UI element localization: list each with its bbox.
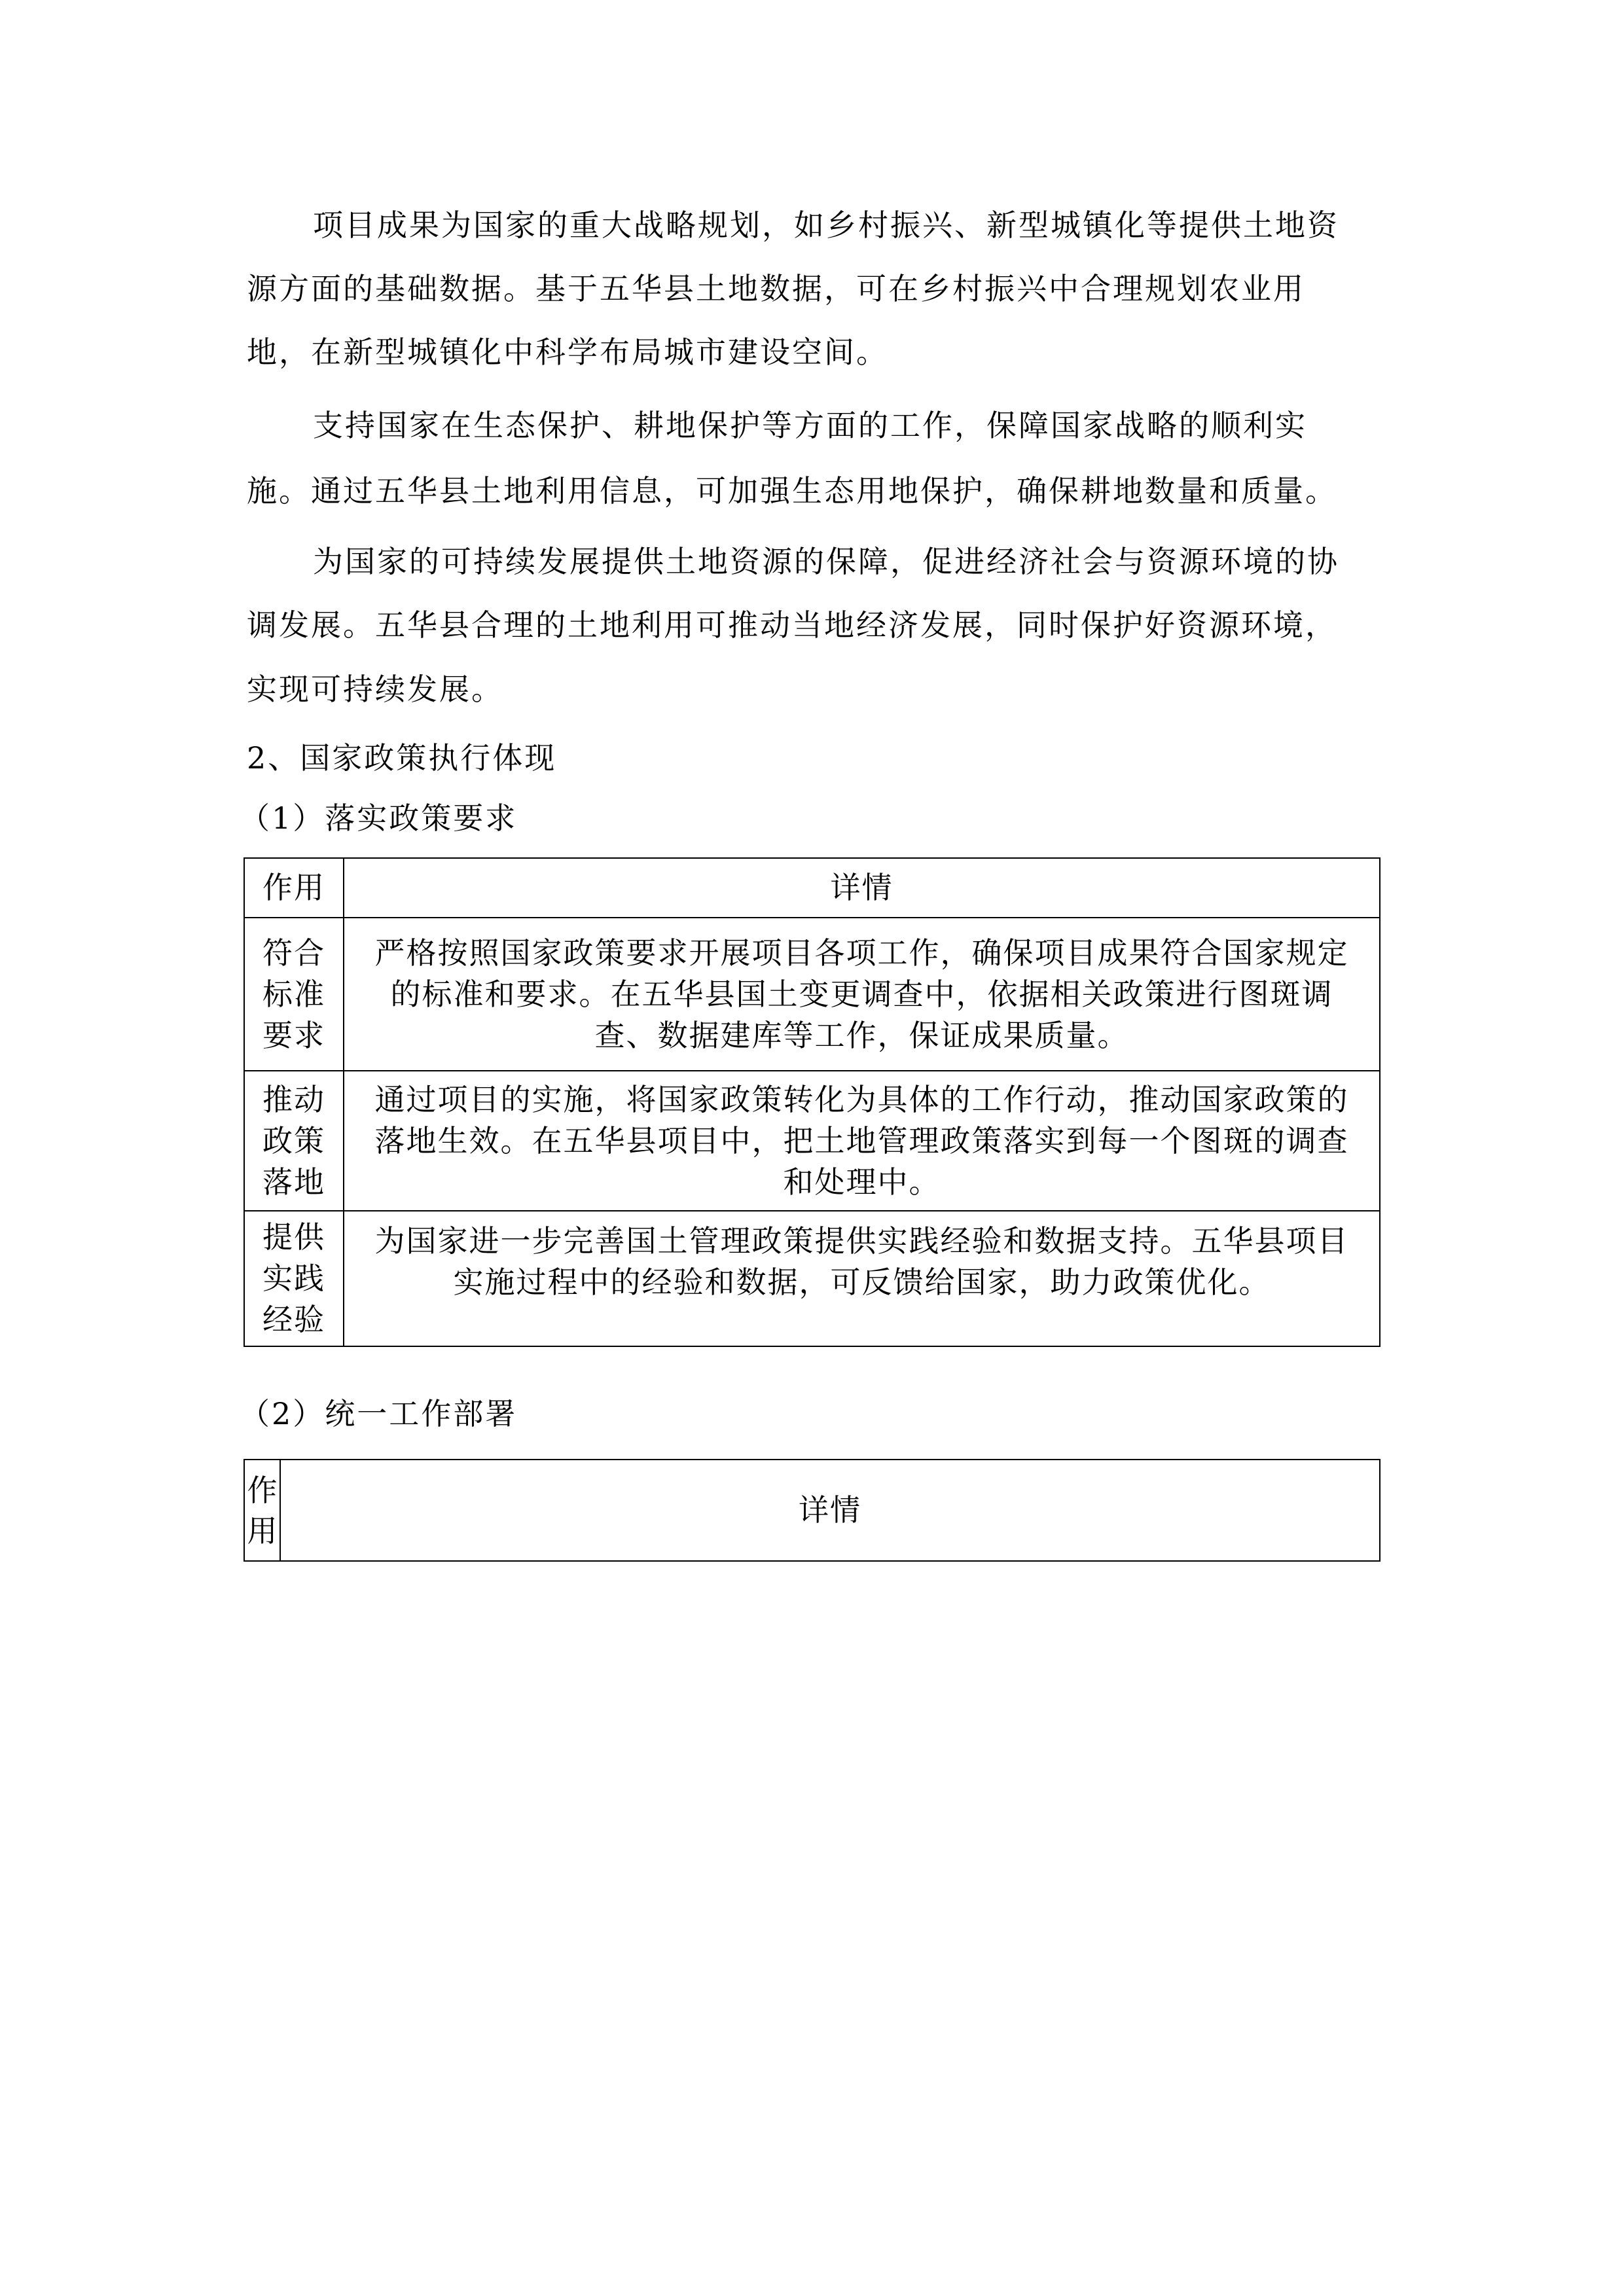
paragraph-2-line-2: 施。通过五华县土地利用信息，可加强生态用地保护，确保耕地数量和质量。 [247, 473, 1337, 509]
role-line: 用 [247, 1513, 278, 1549]
role-line: 落地 [262, 1164, 325, 1200]
header-role [244, 1460, 280, 1561]
table-header-row [244, 1460, 1380, 1561]
role-line: 经验 [262, 1302, 325, 1337]
paragraph-3-line-3: 实现可持续发展。 [247, 672, 503, 707]
row-detail-cell [344, 1211, 1380, 1346]
row-role-cell [244, 1211, 344, 1346]
row-role-cell [244, 918, 344, 1071]
header-detail: 详情 [280, 1460, 1380, 1561]
table-row [244, 1211, 1380, 1346]
role-line: 实践 [262, 1261, 325, 1296]
header-role: 作用 [244, 858, 344, 918]
subsection-1-heading: （1）落实政策要求 [240, 800, 518, 836]
paragraph-1-line-3: 地，在新型城镇化中科学布局城市建设空间。 [247, 334, 888, 370]
role-line: 符合 [262, 935, 325, 971]
detail-line: 实施过程中的经验和数据，可反馈给国家，助力政策优化。 [453, 1265, 1271, 1300]
table-row [244, 1071, 1380, 1211]
subsection-2-heading: （2）统一工作部署 [240, 1396, 518, 1431]
header-detail: 详情 [344, 858, 1380, 918]
detail-line: 查、数据建库等工作，保证成果质量。 [594, 1017, 1129, 1053]
table-row [244, 918, 1380, 1071]
work-deployment-table [244, 1459, 1380, 1562]
paragraph-3-line-2: 调发展。五华县合理的土地利用可推动当地经济发展，同时保护好资源环境， [247, 607, 1337, 643]
row-detail-cell [344, 918, 1380, 1071]
table-header-row [244, 858, 1380, 918]
role-line: 标准 [262, 976, 325, 1012]
paragraph-1-line-2: 源方面的基础数据。基于五华县土地数据，可在乡村振兴中合理规划农业用 [247, 271, 1305, 306]
row-detail-cell [344, 1071, 1380, 1211]
detail-line: 严格按照国家政策要求开展项目各项工作，确保项目成果符合国家规定 [374, 935, 1349, 971]
paragraph-2-line-1: 支持国家在生态保护、耕地保护等方面的工作，保障国家战略的顺利实 [313, 408, 1307, 443]
role-line: 提供 [262, 1219, 325, 1255]
paragraph-3-line-1: 为国家的可持续发展提供土地资源的保障，促进经济社会与资源环境的协 [313, 544, 1339, 579]
row-role-cell [244, 1071, 344, 1211]
role-line: 作 [247, 1472, 278, 1508]
detail-line: 通过项目的实施，将国家政策转化为具体的工作行动，推动国家政策的 [374, 1081, 1349, 1117]
policy-requirements-table [244, 857, 1380, 1347]
detail-line: 落地生效。在五华县项目中，把土地管理政策落实到每一个图斑的调查 [374, 1122, 1349, 1158]
detail-line: 的标准和要求。在五华县国土变更调查中，依据相关政策进行图斑调 [390, 976, 1333, 1012]
paragraph-1-line-1: 项目成果为国家的重大战略规划，如乡村振兴、新型城镇化等提供土地资 [313, 207, 1339, 243]
role-line: 推动 [262, 1081, 325, 1117]
section-heading: 2、国家政策执行体现 [247, 740, 557, 776]
role-line: 要求 [262, 1017, 325, 1053]
detail-line: 和处理中。 [783, 1164, 941, 1200]
detail-line: 为国家进一步完善国土管理政策提供实践经验和数据支持。五华县项目 [374, 1223, 1349, 1259]
role-line: 政策 [262, 1122, 325, 1158]
